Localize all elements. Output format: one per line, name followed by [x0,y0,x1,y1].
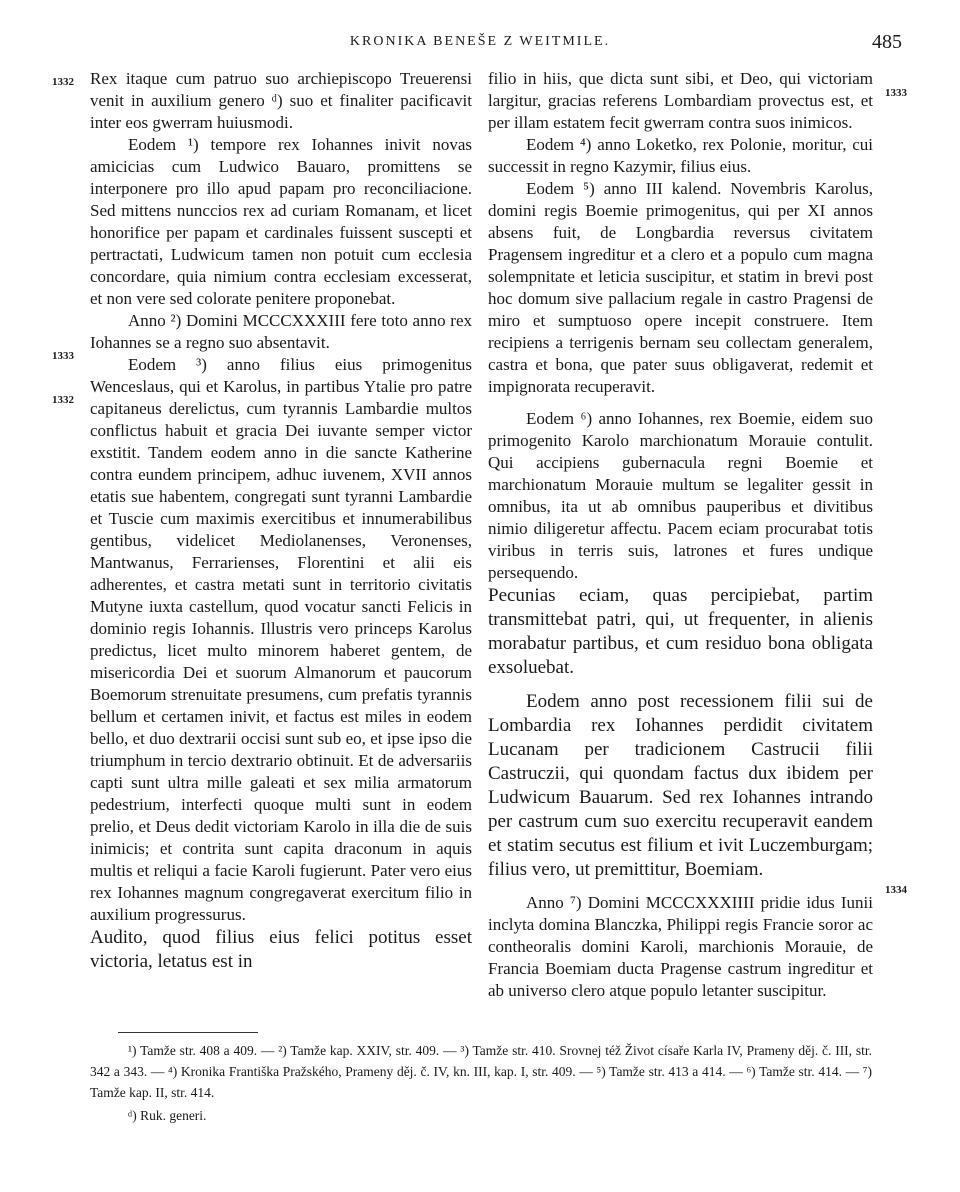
paragraph: Eodem ⁵) anno III kalend. Novembris Karolus, domini regis Boemie primogenitus, qui per XI annos absens fuit, de Longbardia reversus civitatem Pragensem ingreditur et a clero et a populo cum magna solempnitate et leticia suscipitur, et statim in brevi post hoc domum sive pallacium regale in castro Pragensi de miro et sumptuoso opere incepit construere. Item recipiens a terrigenis bernam seu collectam generalem, castra et bona, que pater suus obligaverat, redemit et impignorata recuperavit. [488,179,873,396]
paragraph: Eodem anno post recessionem filii sui de Lombardia rex Iohannes perdidit civitatem Lucanam per tradicionem Castrucii filii Castruczii, qui quondam factus dux ibidem per Ludwicum Bauarum. Sed rex Iohannes intrando per castrum cum suo exercitu recuperavit eandem et statim secutus est filium et ivit Luczemburgam; filius vero, ut premittitur, Boemiam. [488,691,873,880]
paragraph: Pecunias eciam, quas percipiebat, partim transmittebat patri, qui, ut frequenter, in alienis morabatur partibus, et cum residuo bona obligata exsoluebat. [488,585,873,678]
margin-year: 1334 [885,884,907,896]
footnotes [90,1040,872,1103]
left-column [90,68,472,974]
margin-year: 1332 [52,394,74,406]
variant-note: ᵈ) Ruk. generi. [128,1108,207,1123]
paragraph: Eodem ⁴) anno Loketko, rex Polonie, moritur, cui successit in regno Kazymir, filius eius. [488,135,873,176]
footnote-text: ¹) Tamže str. 408 a 409. — ²) Tamže kap. XXIV, str. 409. — ³) Tamže str. 410. Srovnej též Život císaře Karla IV, Prameny děj. č. III, str. 342 a 343. — ⁴) Kronika Františka Pražského, Prameny děj. č. IV, kn. III, kap. I, str. 409. — ⁵) Tamže str. 413 a 414. — ⁶) Tamže str. 414. — ⁷) Tamže kap. II, str. 414. [90,1043,872,1100]
paragraph: Anno ⁷) Domini MCCCXXXIIII pridie idus Iunii inclyta domina Blanczka, Philippi regis Francie soror ac contheoralis domini Karoli, marchionis Morauie, de Francia Boemiam ducta Pragense castrum ingreditur et ab universo clero atque populo letanter suscipitur. [488,893,873,1000]
right-column [488,68,873,1002]
paragraph: filio in hiis, que dicta sunt sibi, et Deo, qui victoriam largitur, gracias referens Lombardiam provectus est, et per illam estatem fecit gwerram contra suos inimicos. [488,69,873,132]
paragraph: Audito, quod filius eius felici potitus esset victoria, letatus est in [90,927,472,972]
running-header: KRONIKA BENEŠE Z WEITMILE. [349,34,611,49]
paragraph: Eodem ¹) tempore rex Iohannes inivit novas amicicias cum Ludwico Bauaro, promittens se interponere pro illo apud papam pro reconciliacione. Sed mittens nunccios rex ad curiam Romanam, et licet honorifice per papam et cardinales fuissent suscepti et pertractati, Ludwicum tamen non potuit cum ecclesia concordare, quia nimium contra ecclesiam excesserat, et non vere sed colorate penitere proponebat. [90,135,472,308]
paragraph: Eodem ⁶) anno Iohannes, rex Boemie, eidem suo primogenito Karolo marchionatum Morauie contulit. Qui accipiens gubernacula regni Boemie et marchionatum Morauie multum se legaliter gessit in omnibus, ita ut ab omnibus pauperibus et divitibus nimio diligeretur affectu. Pacem eciam procurabat totis viribus in terris suis, latrones et fures undique persequendo. [488,409,873,582]
margin-year: 1333 [885,87,907,99]
paragraph: Rex itaque cum patruo suo archiepiscopo Treuerensi venit in auxilium genero ᵈ) suo et finaliter pacificavit inter eos gwerram huiusmodi. [90,69,472,132]
page-number: 485 [872,31,902,53]
footnote-rule [118,1032,258,1033]
margin-year: 1333 [52,350,74,362]
paragraph: Eodem ³) anno filius eius primogenitus Wenceslaus, qui et Karolus, in partibus Ytalie pro patre capitaneus derelictus, cum tyrannis Lambardie multos conflictus habuit et gracia Dei iuvante semper victor exstitit. Tandem eodem anno in die sancte Katherine contra eundem principem, adhuc iuvenem, XVII annos etatis sue habentem, congregati sunt tyranni Lambardie et Tuscie cum maximis exercitibus et innumerabilibus gentibus, videlicet Mediolanenses, Veronenses, Mantwanus, Ferrarienses, Florentini et alii eis adherentes, et castra metati sunt in territorio civitatis Mutyne iuxta castellum, quod vocatur sancti Felicis in dominio regis Iohannis. Illustris vero princeps Karolus predictus, licet multo minorem haberet gentem, de misericordia Dei et suorum Almanorum et paucorum Boemorum strenuitate presumens, cum prefatis tyrannis bellum et certamen inivit, et factus est miles in eodem bello, et duo dextrarii occisi sunt sub eo, et ipse ipso die triumphum in tercio dextrario obtinuit. Et de adversariis capti sunt ultra mille galeati et sex milia armatorum pedestrium, interfecti quoque multi sunt in eodem prelio, et Deus dedit victoriam Karolo in illa die de suis inimicis; et contrita sunt capita draconum in aquis multis et reliqui a facie Karoli fugierunt. Pater vero eius rex Iohannes magnum congregaverat exercitum filio in auxilium progressurus. [90,355,472,924]
margin-year: 1332 [52,76,74,88]
paragraph: Anno ²) Domini MCCCXXXIII fere toto anno rex Iohannes se a regno suo absentavit. [90,311,472,352]
